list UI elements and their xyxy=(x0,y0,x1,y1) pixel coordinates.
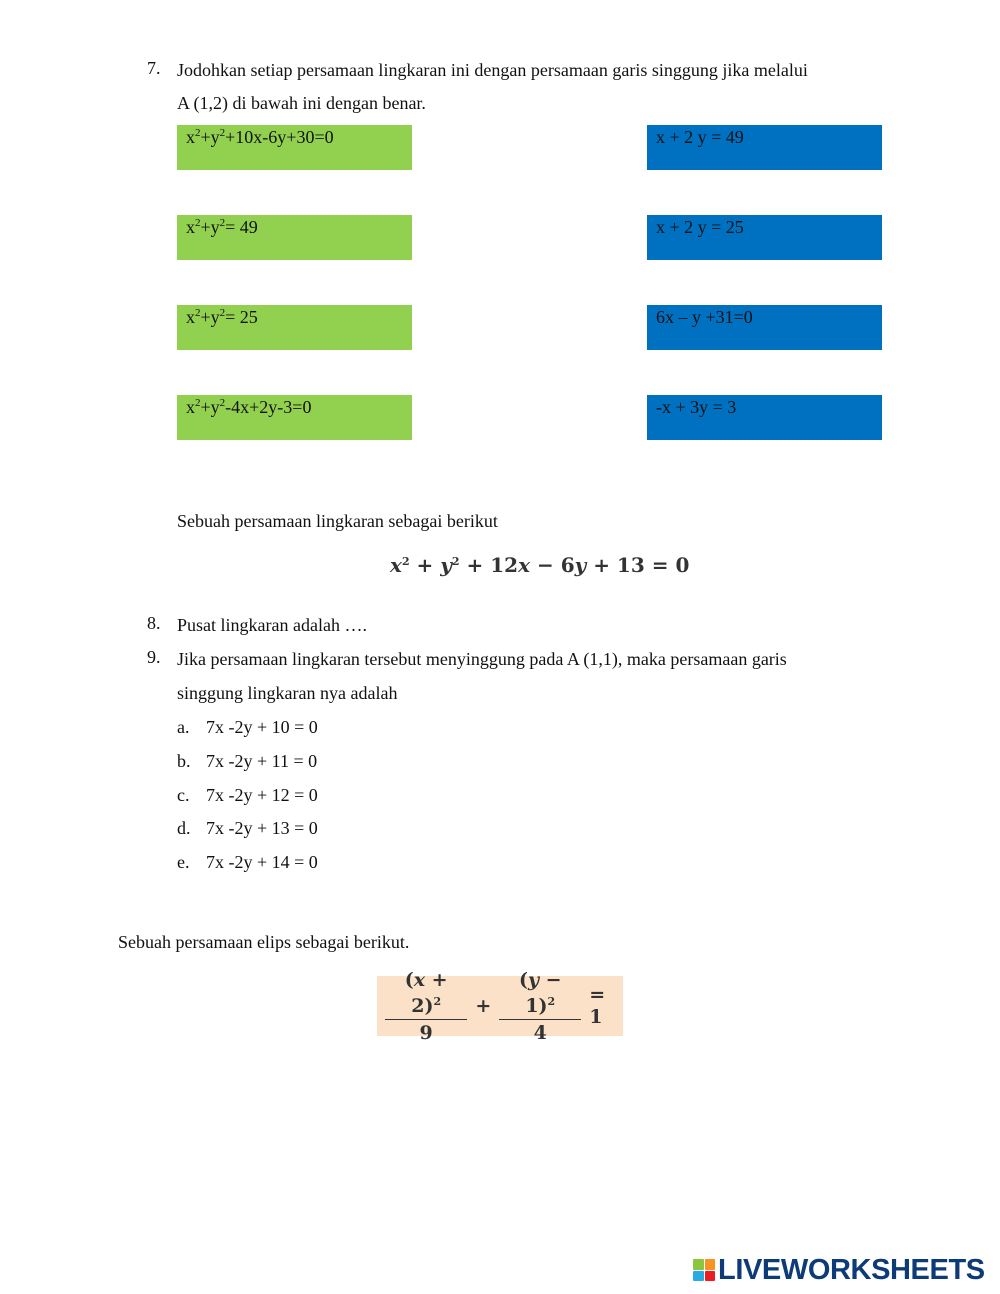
q8-number: 8. xyxy=(147,613,161,633)
ellipse-equation: $\frac{(x + 2)^2}{9}$ + $\frac{(y - 1)^2}{4}$ = 1 xyxy=(377,976,623,1036)
q9-option-d[interactable]: 7x -2y + 13 = 0 xyxy=(206,818,318,838)
q9-option-e[interactable]: 7x -2y + 14 = 0 xyxy=(206,852,318,872)
match-right-item-1[interactable]: x + 2 y = 49 xyxy=(647,125,882,170)
q9-option-b[interactable]: 7x -2y + 11 = 0 xyxy=(206,751,318,771)
liveworksheets-logo-icon xyxy=(693,1259,715,1281)
q9-option-c[interactable]: 7x -2y + 12 = 0 xyxy=(206,785,318,805)
q9-option-d-letter: d. xyxy=(177,818,191,838)
q9-option-b-letter: b. xyxy=(177,751,191,771)
liveworksheets-logo xyxy=(693,1253,985,1287)
ellipse-intro: Sebuah persamaan elips sebagai berikut. xyxy=(118,932,410,952)
match-left-item-2[interactable]: $x^2+y^2= 49$ xyxy=(177,215,412,260)
q9-option-c-letter: c. xyxy=(177,785,190,805)
match-right-item-4[interactable]: -x + 3y = 3 xyxy=(647,395,882,440)
match-right-item-2[interactable]: x + 2 y = 25 xyxy=(647,215,882,260)
q7-text-line2: A (1,2) di bawah ini dengan benar. xyxy=(177,93,426,113)
q7-number: 7. xyxy=(147,58,161,78)
ellipse-fraction-2: $\frac{(y - 1)^2}{4}$ xyxy=(499,967,581,1046)
q9-option-a-letter: a. xyxy=(177,717,190,737)
ellipse-fraction-1: $\frac{(x + 2)^2}{9}$ xyxy=(385,967,467,1046)
match-left-item-4[interactable]: $x^2+y^2-4x+2y-3=0$ xyxy=(177,395,412,440)
liveworksheets-logo-text: LIVEWORKSHEETS xyxy=(718,1253,985,1286)
q7-text-line1: Jodohkan setiap persamaan lingkaran ini dengan persamaan garis singgung jika melalui xyxy=(177,60,808,80)
q9-option-a[interactable]: 7x -2y + 10 = 0 xyxy=(206,717,318,737)
match-right-item-3[interactable]: 6x – y +31=0 xyxy=(647,305,882,350)
q9-number: 9. xyxy=(147,647,161,667)
circle-intro: Sebuah persamaan lingkaran sebagai berikut xyxy=(177,511,498,531)
q9-text-line1: Jika persamaan lingkaran tersebut menyinggung pada A (1,1), maka persamaan garis xyxy=(177,649,787,669)
match-left-item-3[interactable]: $x^2+y^2= 25$ xyxy=(177,305,412,350)
circle-equation: $x^2 + y^2 + 12x - 6y + 13 = 0$ xyxy=(390,553,690,577)
q9-text-line2: singgung lingkaran nya adalah xyxy=(177,683,398,703)
q8-text: Pusat lingkaran adalah …. xyxy=(177,615,367,635)
q9-option-e-letter: e. xyxy=(177,852,190,872)
match-left-item-1[interactable]: $x^2+y^2+10x-6y+30=0$ xyxy=(177,125,412,170)
